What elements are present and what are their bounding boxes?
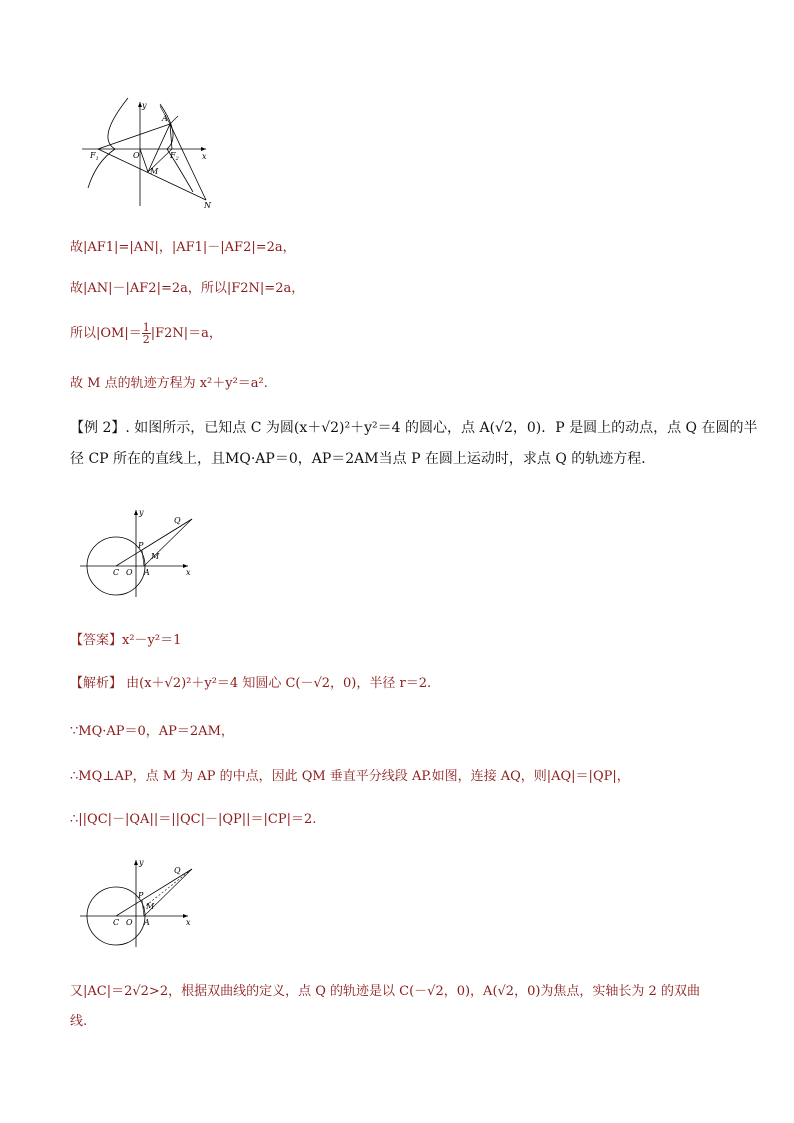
fig1-O-label: O [133, 151, 140, 160]
fig1-F2-label: $F_2$ [170, 151, 179, 162]
fig1-y-label: y [142, 101, 147, 110]
fig1-N-label: N [204, 201, 211, 208]
example-2-line-2: 径 CP 所在的直线上，且MQ·AP＝0，AP＝2AM当点 P 在圆上运动时，求点 Q 的轨迹方程． [70, 451, 656, 467]
fig3-A-label: A [144, 918, 150, 927]
derivation-line-3: 所以|OM|＝ $\frac{1}{2}$ |F2N|＝a， [70, 321, 222, 346]
locus-equation-line: 故 M 点的轨迹方程为 x²＋y²＝a². [70, 376, 268, 391]
fig1-x-label: x [202, 152, 207, 161]
figure-circle-1 [78, 507, 198, 599]
fig3-O-label: O [126, 918, 133, 927]
fig3-Q-label: Q [174, 866, 181, 875]
fig3-M-label: M [146, 902, 155, 911]
conclusion-line-1: 又|AC|＝2√2>2，根据双曲线的定义，点 Q 的轨迹是以 C(－√2，0)，A(√2，0)为焦点，实轴长为 2 的双曲 [70, 984, 700, 999]
figure-hyperbola [78, 96, 218, 208]
fig1-A-label: A [162, 114, 168, 123]
figure-circle-2 [78, 857, 198, 949]
fraction-one-half: $\frac{1}{2}$ [142, 321, 150, 346]
fig2-M-label: M [151, 552, 160, 561]
fig2-C-label: C [113, 568, 120, 577]
fig2-y-label: y [139, 508, 144, 517]
fig2-O-label: O [126, 568, 133, 577]
example-2-line-1: 【例 2】. 如图所示，已知点 C 为圆(x＋√2)²＋y²＝4 的圆心，点 A(√2，0)．P 是圆上的动点，点 Q 在圆的半 [70, 420, 758, 436]
fig2-P-label: P [138, 541, 144, 550]
answer-line: 【答案】x²－y²＝1 [70, 633, 182, 648]
analysis-line: 【解析】 由(x＋√2)²＋y²＝4 知圆心 C(－√2，0)，半径 r＝2. [70, 676, 432, 691]
absolute-difference-line: ∴||QC|－|QA||＝||QC|－|QP||＝|CP|＝2. [70, 812, 317, 827]
derivation-line-1: 故|AF1|=|AN|，|AF1|－|AF2|=2a， [70, 240, 296, 255]
derivation-line-2: 故|AN|－|AF2|=2a，所以|F2N|=2a， [70, 281, 305, 296]
fig3-y-label: y [139, 858, 144, 867]
fig3-x-label: x [186, 918, 191, 927]
vector-condition-line: ∵MQ·AP＝0，AP＝2AM， [70, 724, 234, 739]
fig2-Q-label: Q [174, 516, 181, 525]
fig3-P-label: P [138, 891, 144, 900]
fig3-C-label: C [113, 918, 120, 927]
fig1-M-label: M [150, 167, 159, 176]
conclusion-line-2: 线. [70, 1014, 88, 1029]
fig2-A-label: A [144, 568, 150, 577]
fig2-x-label: x [186, 568, 191, 577]
fig1-F1-label: $F_1$ [90, 151, 99, 162]
perpendicular-bisector-line: ∴MQ⊥AP，点 M 为 AP 的中点，因此 QM 垂直平分线段 AP.如图，连接 AQ，则|AQ|＝|QP|， [70, 769, 630, 784]
